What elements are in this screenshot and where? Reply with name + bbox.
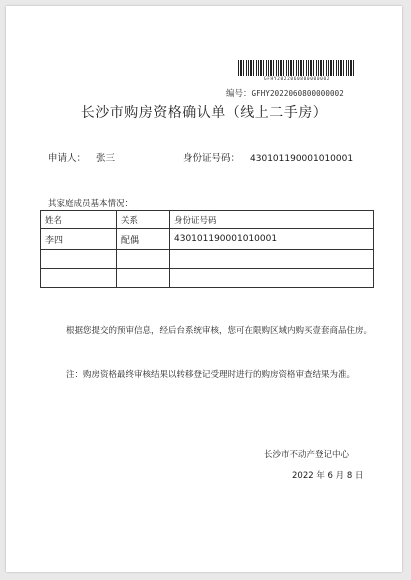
barcode-text: GFHY2022060800000002 [263, 77, 331, 82]
document-number [226, 87, 344, 99]
document-title: 长沙市购房资格确认单（线上二手房） [80, 105, 328, 121]
family-members-table [40, 210, 374, 288]
cell-id-number [170, 250, 374, 269]
issue-date: 2022 年 6 月 8 日 [292, 471, 364, 481]
applicant-name: 张三 [96, 153, 116, 164]
id-number-label: 身份证号码： [183, 153, 241, 164]
cell-name: 李四 [41, 229, 117, 250]
table-row [41, 269, 374, 288]
table-row [41, 229, 374, 250]
cell-id-number: 430101190001010001 [170, 229, 374, 250]
family-members-caption: 其家庭成员基本情况： [48, 199, 134, 209]
table-row [41, 250, 374, 269]
header-id-number: 身份证号码 [170, 211, 374, 229]
cell-name [41, 269, 117, 288]
cell-id-number [170, 269, 374, 288]
cell-relation [117, 250, 170, 269]
applicant-label: 申请人： [48, 153, 87, 164]
cell-relation [117, 269, 170, 288]
cell-name [41, 250, 117, 269]
note-paragraph [48, 366, 378, 384]
header-relation: 关系 [117, 211, 170, 229]
document-number-label: 编号： [226, 89, 252, 99]
issuing-authority: 长沙市不动产登记中心 [264, 450, 350, 460]
barcode [238, 60, 356, 76]
id-number-value: 430101190001010001 [250, 154, 354, 164]
document-sheet [6, 6, 402, 572]
note-text: 注：购房资格最终审核结果以转移登记受理时进行的购房资格审查结果为准。 [66, 370, 356, 380]
header-name: 姓名 [41, 211, 117, 229]
review-result-paragraph [48, 322, 378, 340]
document-number-value: GFHY2022060800000002 [251, 89, 344, 98]
cell-relation: 配偶 [117, 229, 170, 250]
review-result-text: 根据您提交的预审信息，经后台系统审核，您可在限购区域内购买壹套商品住房。 [66, 326, 373, 336]
table-header-row [41, 211, 374, 229]
applicant-line [48, 150, 115, 164]
id-number-line [183, 150, 353, 164]
